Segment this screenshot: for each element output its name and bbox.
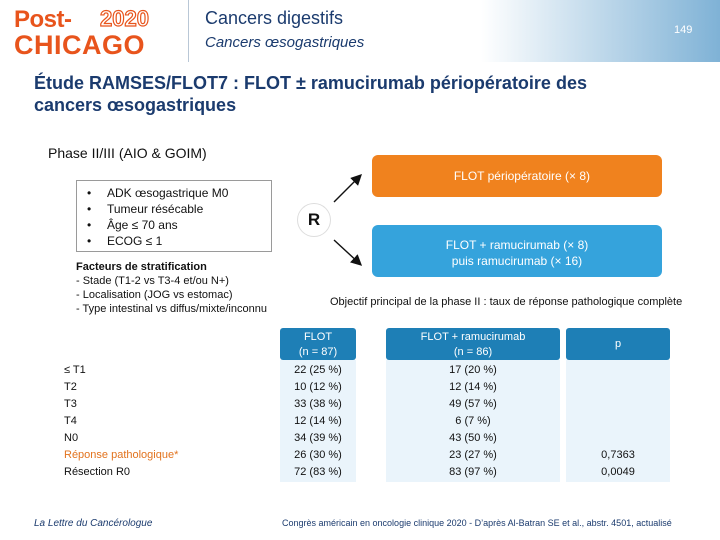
table-cell bbox=[566, 362, 670, 379]
row-label: T2 bbox=[64, 381, 77, 393]
column-header-ram-name: FLOT + ramucirumab bbox=[420, 331, 526, 343]
table-cell bbox=[566, 396, 670, 413]
arm2-line1: FLOT + ramucirumab (× 8) bbox=[445, 238, 589, 252]
row-label: Résection R0 bbox=[64, 466, 131, 478]
arm-flot-ramucirumab-box bbox=[372, 225, 662, 277]
slide-topic: Cancers digestifs bbox=[205, 8, 344, 28]
table-cell: 6 (7 %) bbox=[455, 415, 491, 427]
table-cell bbox=[566, 413, 670, 430]
table-cell: 83 (97 %) bbox=[449, 466, 497, 478]
row-label: T4 bbox=[64, 415, 77, 427]
footer-source: Congrès américain en oncologie clinique 2020 - D’après Al-Batran SE et al., abstr. 4501, actualisé bbox=[282, 518, 672, 528]
randomization-circle: R bbox=[298, 204, 330, 236]
table-cell bbox=[566, 379, 670, 396]
arrow-up-icon bbox=[334, 176, 360, 202]
page-number: 149 bbox=[674, 24, 693, 36]
post-chicago-logo bbox=[14, 6, 164, 58]
inclusion-item: • ADK œsogastrique M0 bbox=[85, 185, 228, 201]
logo-year-text: 2020 bbox=[100, 6, 149, 31]
stratification-item: - Localisation (JOG vs estomac) bbox=[76, 289, 233, 301]
study-phase: Phase II/III (AIO & GOIM) bbox=[48, 145, 207, 161]
footer-journal: La Lettre du Cancérologue bbox=[34, 518, 153, 529]
arm-flot-box: FLOT périopératoire (× 8) bbox=[372, 155, 662, 197]
row-label: ≤ T1 bbox=[64, 364, 86, 376]
table-cell: 49 (57 %) bbox=[449, 398, 497, 410]
inclusion-criteria-box bbox=[76, 180, 272, 252]
p-values bbox=[566, 362, 670, 481]
stratification-item: - Type intestinal vs diffus/mixte/inconnu bbox=[76, 303, 267, 315]
column-header-flot-name: FLOT bbox=[303, 331, 333, 343]
table-cell: 43 (50 %) bbox=[449, 432, 497, 444]
table-cell: 33 (38 %) bbox=[294, 398, 342, 410]
column-header-flot bbox=[280, 328, 356, 360]
randomization-arrows bbox=[330, 168, 372, 268]
table-cell: 0,0049 bbox=[601, 466, 635, 478]
table-cell: 12 (14 %) bbox=[294, 415, 342, 427]
stratification-item: - Stade (T1-2 vs T3-4 et/ou N+) bbox=[76, 275, 229, 287]
arrow-down-icon bbox=[334, 240, 360, 264]
stratification-heading: Facteurs de stratification bbox=[76, 261, 207, 273]
primary-objective: Objectif principal de la phase II : taux de réponse pathologique complète bbox=[330, 296, 683, 308]
column-header-p: p bbox=[566, 328, 670, 360]
flot-values bbox=[280, 362, 356, 481]
column-header-flot-n: (n = 87) bbox=[298, 346, 338, 358]
table-cell bbox=[566, 430, 670, 447]
table-cell: 26 (30 %) bbox=[294, 449, 342, 461]
inclusion-list bbox=[85, 185, 228, 249]
column-header-ramucirumab bbox=[386, 328, 560, 360]
table-row-labels bbox=[64, 362, 178, 481]
table-cell: 23 (27 %) bbox=[449, 449, 497, 461]
logo-city-text: CHICAGO bbox=[14, 30, 145, 60]
inclusion-item: • Tumeur résécable bbox=[85, 201, 228, 217]
table-cell: 12 (14 %) bbox=[449, 381, 497, 393]
logo-post-text: Post- bbox=[14, 6, 72, 33]
row-label: T3 bbox=[64, 398, 77, 410]
row-label: N0 bbox=[64, 432, 79, 444]
table-cell: 10 (12 %) bbox=[294, 381, 342, 393]
table-cell: 17 (20 %) bbox=[449, 364, 497, 376]
ramucirumab-values bbox=[386, 362, 560, 481]
table-cell: 22 (25 %) bbox=[294, 364, 342, 376]
inclusion-item: • ECOG ≤ 1 bbox=[85, 233, 228, 249]
row-label: Réponse pathologique* bbox=[64, 449, 179, 461]
table-cell: 72 (83 %) bbox=[294, 466, 342, 478]
slide-header bbox=[0, 0, 720, 64]
table-cell: 0,7363 bbox=[601, 449, 635, 461]
slide-title: Étude RAMSES/FLOT7 : FLOT ± ramucirumab périopératoire des cancers œsogastriques bbox=[34, 73, 587, 115]
column-header-ram-n: (n = 86) bbox=[453, 346, 493, 358]
inclusion-item: • Âge ≤ 70 ans bbox=[85, 217, 228, 233]
arm2-line2: puis ramucirumab (× 16) bbox=[451, 254, 583, 268]
table-cell: 34 (39 %) bbox=[294, 432, 342, 444]
slide-subtopic: Cancers œsogastriques bbox=[205, 34, 365, 51]
stratification-factors bbox=[76, 260, 267, 316]
